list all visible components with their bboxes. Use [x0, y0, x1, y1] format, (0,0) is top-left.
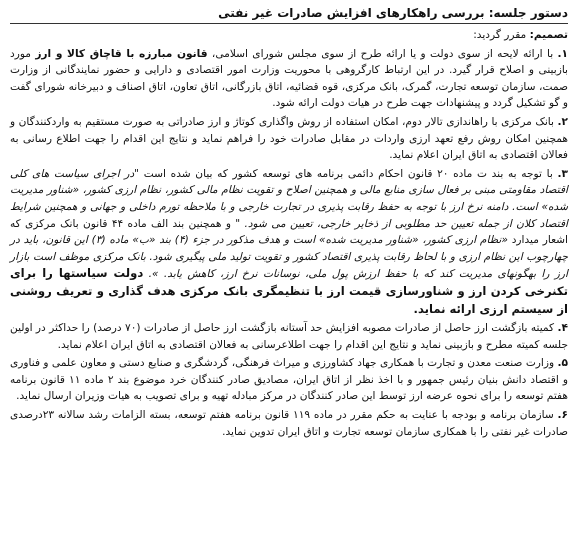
- decision-label: تصمیم:: [529, 29, 568, 41]
- decision-line: [10, 27, 568, 44]
- item-3-text-b: و همچنین بند الف ماده ۴۴ قانون بانک مرکزی که اشعار میدارد: [10, 217, 568, 247]
- item-5: [10, 355, 568, 405]
- item-3-bold: دولت سیاستها را برای تکنرخی کردن ارز و شناورسازی قیمت ارز با تنظیمگری بانک مرکزی هدف گذاری و تعریف روشنی از سیستم ارزی ارائه نماید.: [10, 266, 568, 316]
- item-1-bold: قانون مبارزه با قاچاق کالا و ارز: [35, 47, 208, 60]
- item-6: [10, 407, 568, 440]
- decision-text: مقرر گردید:: [473, 29, 527, 41]
- item-number: ۳.: [557, 167, 568, 180]
- item-2-text: بانک مرکزی با راهاندازی تالار دوم، امکان استفاده از روش واگذاری کوتاژ و ارز صادراتی به صورت مستقیم به واردکنندگان و همچنین امکان روش رفع تعهد ارزی واردات در مقابل صادرات خود را فراهم نماید و نتایج این اقدام را جهت اطلاع رسانی به فعالان اقتصادی به اتاق ایران اعلام نماید.: [10, 115, 568, 162]
- agenda-label: دستور جلسه:: [488, 6, 568, 20]
- item-3: [10, 166, 568, 318]
- agenda-text: بررسی راهکارهای افزایش صادرات غیر نفتی: [218, 6, 485, 20]
- item-3-quote-b: «نظام ارزی کشور، «شناور مدیریت شده» است و هدف مذکور در جزء (۴) بند «ب» ماده (۳) این قانون، باید در چهارچوب این نظام ارزی و با لحاظ رقابت پذیری اقتصاد کشور و تقویت تولید ملی پیگیری شود. بانک مرکزی موظف است بازار ارز را بهگونهای مدیریت کند که با حفظ ارزش پول ملی، نوسانات نرخ ارز، کاهش یابد. ».: [10, 234, 568, 281]
- item-1-text-a: با ارائه لایحه از سوی دولت و یا ارائه طرح از سوی مجلس شورای اسلامی،: [211, 47, 554, 60]
- item-number: ۱.: [557, 47, 568, 60]
- agenda-title: [10, 4, 568, 22]
- item-2: [10, 114, 568, 164]
- item-1-text-b: مورد بازبینی و اصلاح قرار گیرد. در این ارتباط کارگروهی با محوریت وزارت امور اقتصادی و دارایی و حضور نمایندگانی از وزارت صمت، سازمان توسعه تجارت، گمرک، بانک مرکزی، قوه قضائیه، اتاق بازرگانی، اتاق تعاون، اتاق اصناف و دبیرخانه شورای گفت و گو تشکیل گردد و پیشنهادات جهت طرح در هیات دولت ارائه شود.: [10, 47, 568, 110]
- item-3-quote-a: "در اجرای سیاست های کلی اقتصاد مقاومتی مبنی بر فعال سازی منابع مالی و همچنین اصلاح و تقویت نظام مالی کشور، نظام ارزی کشور، «شناور مدیریت شده» است. دامنه نرخ ارز با توجه به حفظ رقابت پذیری در تجارت خارجی و با ملاحظه تورم داخلی و جهانی و همچنین شرایط اقتصاد کلان از جمله تعیین حد مطلوبی از ذخایر خارجی، تعیین می شود. ": [10, 167, 568, 230]
- item-3-text-a: با توجه به بند ت ماده ۲۰ قانون احکام دائمی برنامه های توسعه کشور که بیان شده است: [143, 167, 553, 180]
- item-number: ۲.: [557, 115, 568, 128]
- item-number: ۵.: [557, 357, 568, 370]
- item-number: ۴.: [557, 322, 568, 335]
- item-4: [10, 320, 568, 353]
- item-6-text: سازمان برنامه و بودجه با عنایت به حکم مقرر در ماده ۱۱۹ قانون برنامه هفتم توسعه، بسته الزامات رشد سالانه ۲۳درصدی صادرات غیر نفتی را با همکاری سازمان توسعه تجارت و اتاق ایران تدوین نماید.: [10, 409, 568, 438]
- item-1: [10, 46, 568, 112]
- item-number: ۶.: [557, 409, 568, 422]
- title-divider: [10, 23, 568, 24]
- item-5-text: وزارت صنعت معدن و تجارت با همکاری جهاد کشاورزی و میراث فرهنگی، گردشگری و صنایع دستی و معاون علمی و فناوری و اقتصاد دانش بنیان رئیس جمهور و با اخذ نظر از اتاق ایران، مصادیق صادر کنندگان خرد موضوع بند ۲ ماده ۱۱ قانون برنامه هفتم توسعه را برای نحوه عرضه ارز توسط این صادر کنندگان در مرکز مبادله تهیه و برای تصویب به هیات وزیران ارسال نماید.: [10, 357, 568, 403]
- item-4-text: کمیته بازگشت ارز حاصل از صادرات مصوبه افزایش حد آستانه بازگشت ارز حاصل از صادرات (۷۰ درصد) را حداکثر در اولین جلسه کمیته مطرح و بازبینی نماید و نتایج این اقدام را جهت اطلاعرسانی به فعالان اقتصادی به اتاق ایران اعلام نماید.: [10, 322, 568, 351]
